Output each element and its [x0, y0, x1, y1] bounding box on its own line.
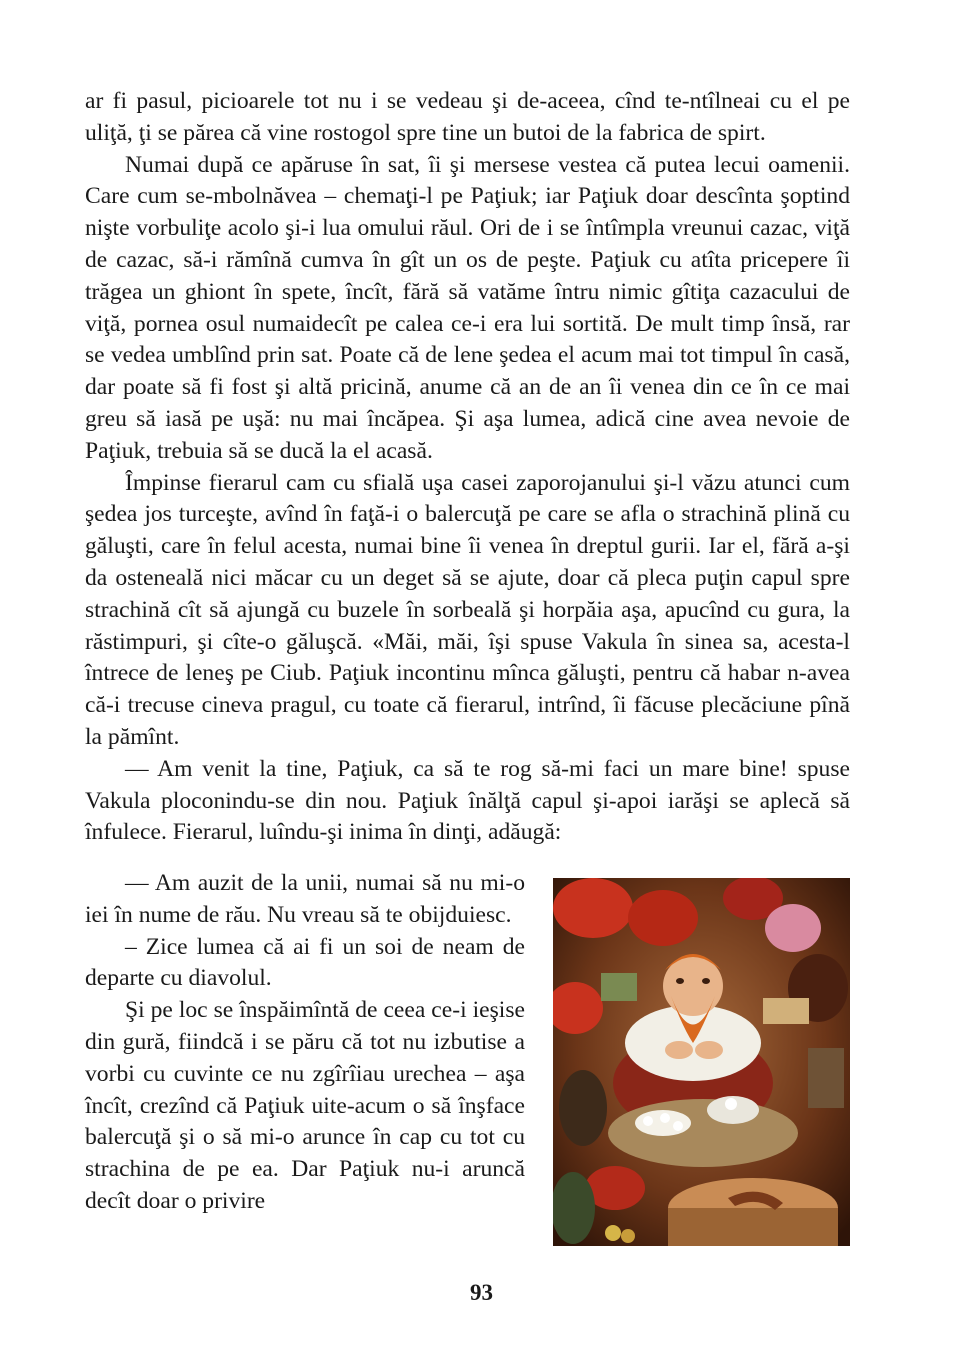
- illustration-image: [553, 878, 850, 1246]
- paragraph: Numai după ce apăruse în sat, îi şi mersese vestea că putea lecui oamenii. Care cum se-mbolnăvea – chemaţi-l pe Paţiuk; iar Paţiuk doar descînta şoptind nişte vorbuliţe acolo şi-i lua omului răul. Ori de i se întîmpla vreunui cazac, viţă de cazac, să-i rămînă cumva în gît un os de peşte. Paţiuk cu atîta pricepere îi trăgea un ghiont în spete, încît, fără să vatăme întru nimic gîtiţa cazacului de viţă, pornea osul numaidecît pe calea ce-i era lui sortită. De mult timp însă, rar se vedea umblînd prin sat. Poate că de lene şedea el acum mai tot timpul în casă, dar poate să fi fost şi altă pricină, anume că an de an îi venea din ce în ce mai greu să iasă pe uşă: nu mai încăpea. Şi aşa lumea, adică cine avea nevoie de Paţiuk, trebuia să se ducă la el acasă.: [85, 151, 850, 464]
- paragraph: Împinse fierarul cam cu sfială uşa casei zaporojanului şi-l văzu atunci cum şedea jos turceşte, avînd în faţă-i o balercuţă pe care se afla o strachină plină cu găluşti, care în felul acesta, numai bine îi venea în dreptul gurii. Iar el, fără a-şi da osteneală nici măcar cu un deget să se ajute, doar că pleca puţin capul spre strachină cît să ajungă cu buzele în sorbeală şi horpăia aşa, apucînd cu gura, la răstimpuri, şi cîte-o găluşcă. «Măi, măi, îşi spuse Vakula în sinea sa, acesta-l întrece de leneş pe Ciub. Paţiuk incontinu mînca găluşti, pentru că habar n-avea că-i trecuse cineva pragul, cu toate că fierarul, intrînd, îi făcuse plecăciune pînă la pămînt.: [85, 469, 850, 750]
- paragraph: Şi pe loc se înspăimîntă de ceea ce-i ieşise din gură, fiindcă i se păru că tot nu izbutise a vorbi cu cuvinte ce nu zgîrîiau urechea – aşa încît, crezînd că Paţiuk uite-acum o să înşface balercuţă şi o să mi-o arunce în cap cu tot cu strachina de pe ea. Dar Paţiuk nu-i aruncă decît doar o privire: [85, 997, 525, 1214]
- paragraph: — Am auzit de la unii, numai să nu mi-o iei în nume de rău. Nu vreau să te obijduiesc.: [85, 870, 525, 928]
- text-beside-illustration: [85, 868, 525, 1218]
- illustration-art: [553, 878, 850, 1246]
- paragraph: — Am venit la tine, Paţiuk, ca să te rog să-mi faci un mare bine! spuse Vakula ploconindu-se din nou. Paţiuk înălţă capul şi-apoi iarăşi se aplecă să înfulece. Fierarul, luîndu-şi inima în dinţi, adăugă:: [85, 755, 850, 846]
- paragraph: – Zice lumea că ai fi un soi de neam de departe cu diavolul.: [85, 933, 525, 992]
- paragraph-continued: ar fi pasul, picioarele tot nu i se vedeau şi de-aceea, cînd te-ntîlneai cu el pe uliţă, ţi se părea că vine rostogol spre tine un butoi de la fabrica de spirt.: [85, 88, 850, 146]
- main-text: [85, 86, 850, 849]
- page-number: 93: [470, 1280, 493, 1305]
